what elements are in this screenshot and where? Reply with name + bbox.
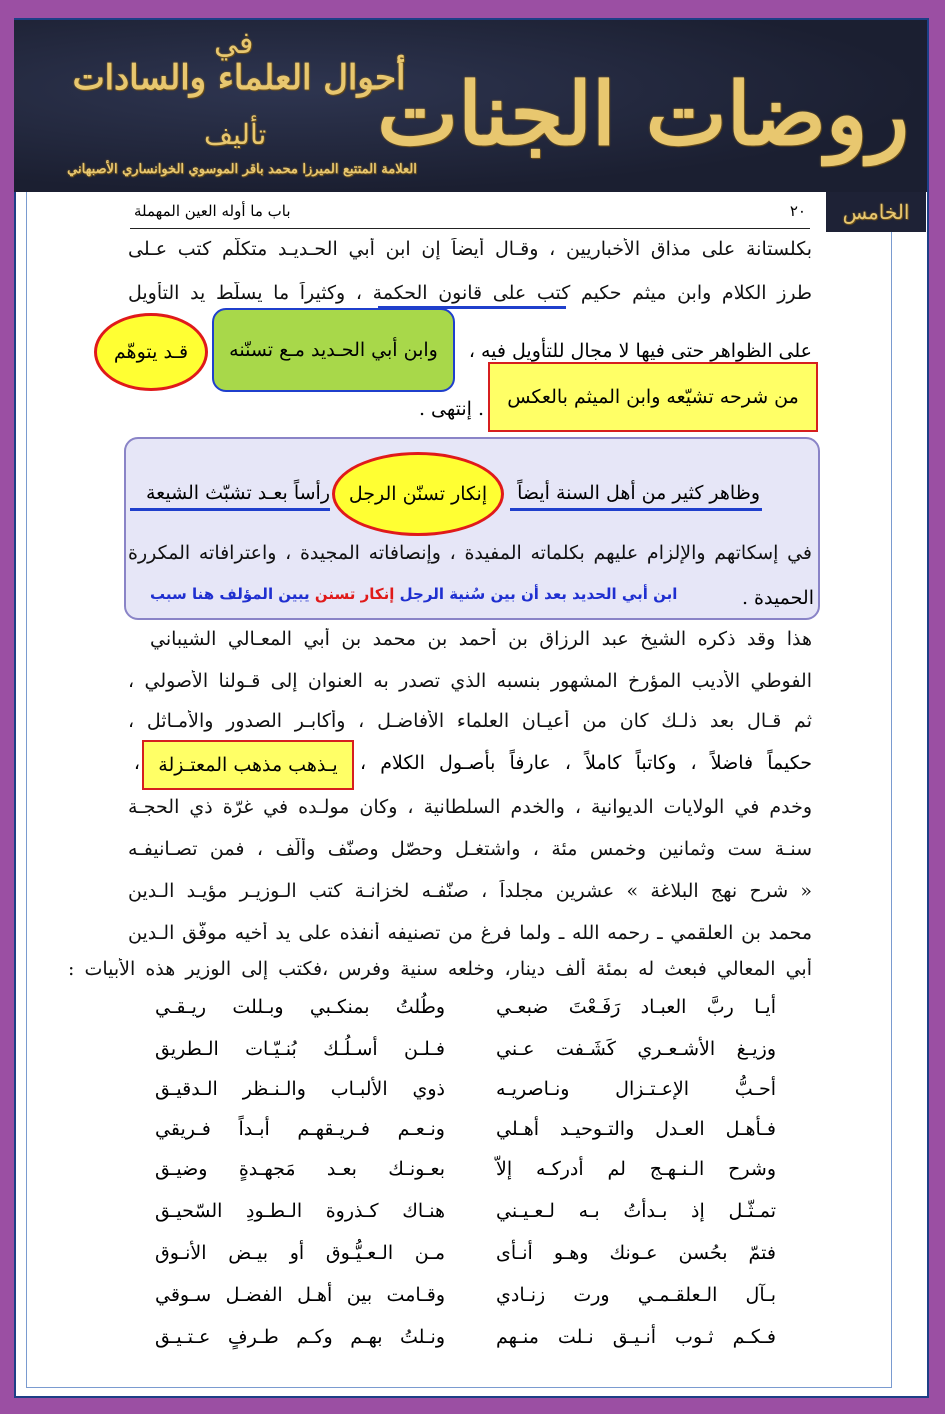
text-line: الفوطي الأديب المؤرخ المشهور بنسبه الذي تصدر به العنوان إلى قـولنا الأصولي ،: [128, 670, 812, 692]
poem-hemistich-right: فـأهـل العـدل والتـوحيـد أهـلي: [496, 1118, 776, 1140]
text-line: حكيماً فاضلاً ، وكاتباً كاملاً ، عارفاً بأصـول الكلام ،: [360, 752, 812, 774]
poem-hemistich-right: فـكـم ثـوب أنـيـق نـلت منـهم: [496, 1326, 776, 1348]
poem-hemistich-left: ذوي الألبـاب والـنـظر الـدقيـق: [155, 1078, 445, 1100]
book-title: روضات الجنات: [377, 64, 909, 165]
book-subtitle: أحوال العلماء والسادات: [72, 58, 406, 98]
text-line: وخدم في الولايات الديوانية ، والخدم السلطانية ، وكان مولـده في غرّة ذي الحجـة: [128, 796, 812, 818]
poem-hemistich-right: بـآل الـعلقـمـي ورت زنـادي: [496, 1284, 776, 1306]
poem-hemistich-right: وشرح الـنـهـج لم أدركـه إلاّ: [496, 1158, 776, 1180]
text-line: هذا وقد ذكره الشيخ عبد الرزاق بن أحمد بن محمد بن أبي المعـالي الشيباني: [150, 628, 812, 650]
volume-tag: الخامس: [826, 192, 926, 232]
book-banner: [14, 20, 927, 192]
text-line: سنـة ست وثمانين وخمس مئة ، واشتغـل وحصّل وصنّف وألّف ، فمن تصـانيفـه: [128, 838, 812, 860]
green-highlight-box: وابن أبي الحـديد مـع تسنّنه: [212, 308, 455, 392]
author-note: [150, 585, 730, 603]
note-text: ابن أبي الحديد بعد أن بين سُنية الرجل: [399, 585, 678, 603]
text-line: « شرح نهج البلاغة » عشرين مجلداً ، صنّفـه لخزانـة كتب الـوزيـر مؤيـد الـدين: [128, 880, 812, 902]
text-line: وظاهر كثير من أهل السنة أيضاً: [517, 482, 760, 504]
poem-hemistich-right: وزيـغ الأشـعـري كَشَـفت عـني: [496, 1038, 776, 1060]
text-line: على الظواهر حتى فيها لا مجال للتأويل فيه ،: [468, 340, 812, 362]
poem-hemistich-left: ونـعـم فـريـقهـم أبـداً فـريقي: [155, 1118, 445, 1140]
yellow-ellipse-highlight: إنكار تسنّن الرجل: [332, 452, 504, 536]
underline-annotation: [130, 508, 330, 511]
text-line: رأساً بعـد تشبّث الشيعة: [145, 482, 330, 504]
inner-border: [26, 26, 892, 1388]
chapter-heading: باب ما أوله العين المهملة: [134, 202, 291, 220]
text-line: محمد بن العلقمي ـ رحمه الله ـ ولما فرغ من تصنيفه أنفذه على يد أخيه موفّق الـدين: [128, 922, 812, 944]
poem-hemistich-right: أحـبُّ الإعـتـزال ونـاصريـه: [496, 1078, 776, 1100]
text-line: في إسكاتهم والإلزام عليهم بكلماته المفيدة ، وإنصافاته المجيدة ، واعترافاته المكررة: [128, 542, 812, 564]
authorship-label: تأليف: [204, 118, 267, 151]
note-highlight: إنكار تسنن: [314, 585, 395, 603]
poem-hemistich-left: هنـاك كـذروة الـطـودِ السّحيـق: [155, 1200, 445, 1222]
page-header: [130, 200, 810, 229]
underline-annotation: [510, 508, 762, 511]
text-line: الحميدة .: [741, 587, 814, 609]
text-line: طرز الكلام وابن ميثم حكيم كتب على قانون الحكمة ، وكثيراً ما يسلّط يد التأويل: [128, 282, 812, 304]
yellow-ellipse-highlight: قـد يتوهّم: [94, 313, 208, 391]
title-preposition: في: [214, 26, 254, 61]
poem-hemistich-left: بعـونـك بعـد مَجهـدةٍ وضيـق: [155, 1158, 445, 1180]
text-line: ،: [133, 752, 140, 774]
page-number: ٢٠: [789, 202, 806, 220]
poem-hemistich-left: وقـامت بين أهـل الفضـل سـوقي: [155, 1284, 445, 1306]
poem-hemistich-left: ونـلتُ بهـم وكـم طـرفٍ عـتـيـق: [155, 1326, 445, 1348]
note-text: يبين المؤلف هنا سبب: [150, 585, 310, 603]
yellow-box-highlight: من شرحه تشيّعه وابن الميثم بالعكس: [488, 362, 818, 432]
poem-hemistich-right: تمـثّـل إذ بـدأتُ بـه لـعـيـني: [496, 1200, 776, 1222]
text-line: ثم قـال بعد ذلـك كان من أعيـان العلماء الأفاضـل ، وأكابـر الصدور والأمـاثل ،: [128, 710, 812, 732]
poem-hemistich-left: فـلـن أسـلُـك بُنـيّـات الـطريق: [155, 1038, 445, 1060]
yellow-box-highlight: يـذهب مذهب المعتـزلة: [142, 740, 354, 790]
text-line: أبي المعالي فبعث له بمئة ألف دينار، وخلعه سنية وفرس ،فكتب إلى الوزير هذه الأبيات :: [68, 958, 812, 980]
poem-hemistich-right: فتمّ بحُسن عـونك وهـو أنـأى: [496, 1242, 776, 1264]
text-line: . إنتهى .: [418, 398, 484, 420]
poem-hemistich-right: أيـا ربَّ العبـاد رَفَـعْتَ ضبعـي: [496, 996, 776, 1018]
text-line: بكلستانة على مذاق الأخباريين ، وقـال أيضاً إن ابن أبي الحـديـد متكلّم كتب عـلى: [128, 238, 812, 260]
poem-hemistich-left: مـن الـعـيُّـوق أو بيـض الأنـوق: [155, 1242, 445, 1264]
author-name: العلامة المتتبع الميرزا محمد باقر الموسوي الخوانساري الأصبهاني: [67, 162, 417, 177]
poem-hemistich-left: وطُلتُ بمنكـبي وبـللت ريـقـي: [155, 996, 445, 1018]
